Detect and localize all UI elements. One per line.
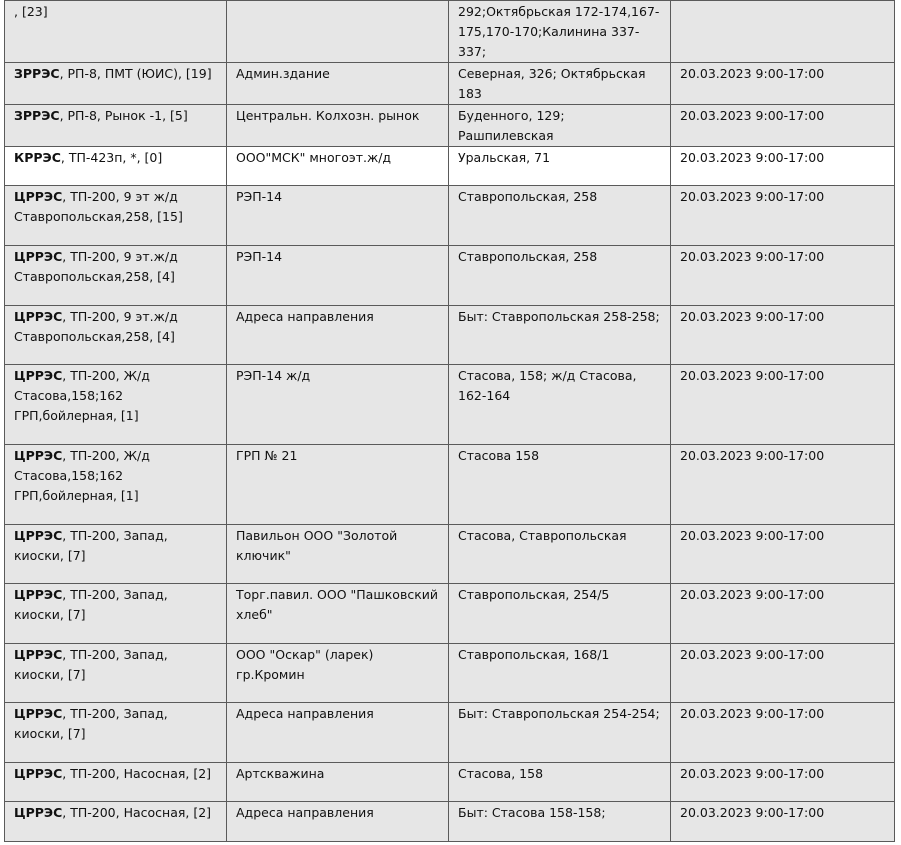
district-code: КРРЭС: [14, 150, 61, 165]
cell-network-node: [5, 763, 227, 802]
cell-address: 292;Октябрьская 172-174,167-175,170-170;Калинина 337-337;: [449, 1, 671, 63]
district-code: ЦРРЭС: [14, 587, 63, 602]
cell-outage-time: 20.03.2023 9:00-17:00: [671, 802, 895, 842]
cell-outage-time: 20.03.2023 9:00-17:00: [671, 186, 895, 246]
cell-object: Адреса направления: [227, 703, 449, 763]
network-node-detail: , РП-8, Рынок -1, [5]: [59, 108, 188, 123]
cell-object: ООО"МСК" многоэт.ж/д: [227, 147, 449, 186]
cell-address: Быт: Стасова 158-158;: [449, 802, 671, 842]
district-code: ЦРРЭС: [14, 766, 63, 781]
cell-address: Ставропольская, 254/5: [449, 584, 671, 644]
cell-outage-time: [671, 1, 895, 63]
cell-outage-time: 20.03.2023 9:00-17:00: [671, 105, 895, 147]
cell-network-node: [5, 365, 227, 445]
cell-address: Ставропольская, 258: [449, 186, 671, 246]
network-node-detail: , ТП-200, Запад, киоски, [7]: [14, 647, 168, 682]
district-code: ЦРРЭС: [14, 249, 63, 264]
network-node-detail: , ТП-200, Насосная, [2]: [62, 805, 212, 820]
network-node-detail: , ТП-200, Запад, киоски, [7]: [14, 587, 168, 622]
cell-network-node: [5, 306, 227, 365]
table-row: [5, 644, 895, 703]
cell-outage-time: 20.03.2023 9:00-17:00: [671, 306, 895, 365]
cell-network-node: [5, 445, 227, 525]
cell-address: Северная, 326; Октябрьская 183: [449, 63, 671, 105]
district-code: ЦРРЭС: [14, 805, 63, 820]
cell-network-node: [5, 105, 227, 147]
district-code: ЦРРЭС: [14, 647, 63, 662]
table-row: [5, 365, 895, 445]
cell-address: Ставропольская, 258: [449, 246, 671, 306]
table-row: [5, 445, 895, 525]
cell-outage-time: 20.03.2023 9:00-17:00: [671, 147, 895, 186]
network-node-detail: , [23]: [14, 4, 48, 19]
district-code: ЦРРЭС: [14, 189, 63, 204]
cell-object: Торг.павил. ООО "Пашковский хлеб": [227, 584, 449, 644]
cell-object: [227, 1, 449, 63]
cell-outage-time: 20.03.2023 9:00-17:00: [671, 703, 895, 763]
cell-outage-time: 20.03.2023 9:00-17:00: [671, 584, 895, 644]
cell-address: Быт: Ставропольская 254-254;: [449, 703, 671, 763]
cell-object: РЭП-14: [227, 246, 449, 306]
outage-table-container: [4, 0, 895, 842]
district-code: ЦРРЭС: [14, 368, 63, 383]
cell-outage-time: 20.03.2023 9:00-17:00: [671, 365, 895, 445]
network-node-detail: , ТП-200, Запад, киоски, [7]: [14, 528, 168, 563]
table-row: [5, 584, 895, 644]
cell-object: Админ.здание: [227, 63, 449, 105]
cell-network-node: [5, 584, 227, 644]
network-node-detail: , РП-8, ПМТ (ЮИС), [19]: [59, 66, 212, 81]
cell-network-node: [5, 147, 227, 186]
cell-object: Артскважина: [227, 763, 449, 802]
table-row: [5, 186, 895, 246]
cell-address: Быт: Ставропольская 258-258;: [449, 306, 671, 365]
cell-object: Центральн. Колхозн. рынок: [227, 105, 449, 147]
cell-address: Стасова, 158: [449, 763, 671, 802]
cell-address: Стасова, Ставропольская: [449, 525, 671, 584]
cell-outage-time: 20.03.2023 9:00-17:00: [671, 644, 895, 703]
cell-address: Буденного, 129; Рашпилевская: [449, 105, 671, 147]
network-node-detail: , ТП-200, Ж/д Стасова,158;162 ГРП,бойлерная, [1]: [14, 368, 150, 423]
cell-outage-time: 20.03.2023 9:00-17:00: [671, 525, 895, 584]
district-code: ЗРРЭС: [14, 108, 60, 123]
cell-object: РЭП-14: [227, 186, 449, 246]
cell-address: Уральская, 71: [449, 147, 671, 186]
cell-address: Стасова 158: [449, 445, 671, 525]
cell-network-node: [5, 644, 227, 703]
cell-object: Адреса направления: [227, 306, 449, 365]
cell-network-node: [5, 246, 227, 306]
network-node-detail: , ТП-423п, *, [0]: [60, 150, 163, 165]
cell-network-node: [5, 802, 227, 842]
cell-outage-time: 20.03.2023 9:00-17:00: [671, 763, 895, 802]
cell-outage-time: 20.03.2023 9:00-17:00: [671, 63, 895, 105]
cell-object: ГРП № 21: [227, 445, 449, 525]
outage-table: [4, 0, 895, 842]
district-code: ЦРРЭС: [14, 309, 63, 324]
table-row: [5, 763, 895, 802]
network-node-detail: , ТП-200, 9 эт.ж/д Ставропольская,258, [4]: [14, 309, 178, 344]
district-code: ЦРРЭС: [14, 448, 63, 463]
cell-outage-time: 20.03.2023 9:00-17:00: [671, 445, 895, 525]
cell-network-node: [5, 1, 227, 63]
network-node-detail: , ТП-200, Насосная, [2]: [62, 766, 212, 781]
cell-object: Павильон ООО "Золотой ключик": [227, 525, 449, 584]
cell-object: РЭП-14 ж/д: [227, 365, 449, 445]
table-row: [5, 246, 895, 306]
table-row: [5, 802, 895, 842]
district-code: ЦРРЭС: [14, 528, 63, 543]
cell-network-node: [5, 525, 227, 584]
cell-outage-time: 20.03.2023 9:00-17:00: [671, 246, 895, 306]
table-row: [5, 703, 895, 763]
cell-address: Ставропольская, 168/1: [449, 644, 671, 703]
table-row: [5, 1, 895, 63]
network-node-detail: , ТП-200, Запад, киоски, [7]: [14, 706, 168, 741]
table-row: [5, 63, 895, 105]
cell-network-node: [5, 63, 227, 105]
district-code: ЗРРЭС: [14, 66, 60, 81]
table-row: [5, 525, 895, 584]
cell-address: Стасова, 158; ж/д Стасова, 162-164: [449, 365, 671, 445]
cell-object: ООО "Оскар" (ларек) гр.Кромин: [227, 644, 449, 703]
cell-object: Адреса направления: [227, 802, 449, 842]
network-node-detail: , ТП-200, 9 эт.ж/д Ставропольская,258, [4]: [14, 249, 178, 284]
table-row: [5, 306, 895, 365]
cell-network-node: [5, 186, 227, 246]
cell-network-node: [5, 703, 227, 763]
district-code: ЦРРЭС: [14, 706, 63, 721]
table-row: [5, 147, 895, 186]
network-node-detail: , ТП-200, 9 эт ж/д Ставропольская,258, [15]: [14, 189, 183, 224]
table-row: [5, 105, 895, 147]
outage-table-body: [5, 1, 895, 842]
network-node-detail: , ТП-200, Ж/д Стасова,158;162 ГРП,бойлерная, [1]: [14, 448, 150, 503]
